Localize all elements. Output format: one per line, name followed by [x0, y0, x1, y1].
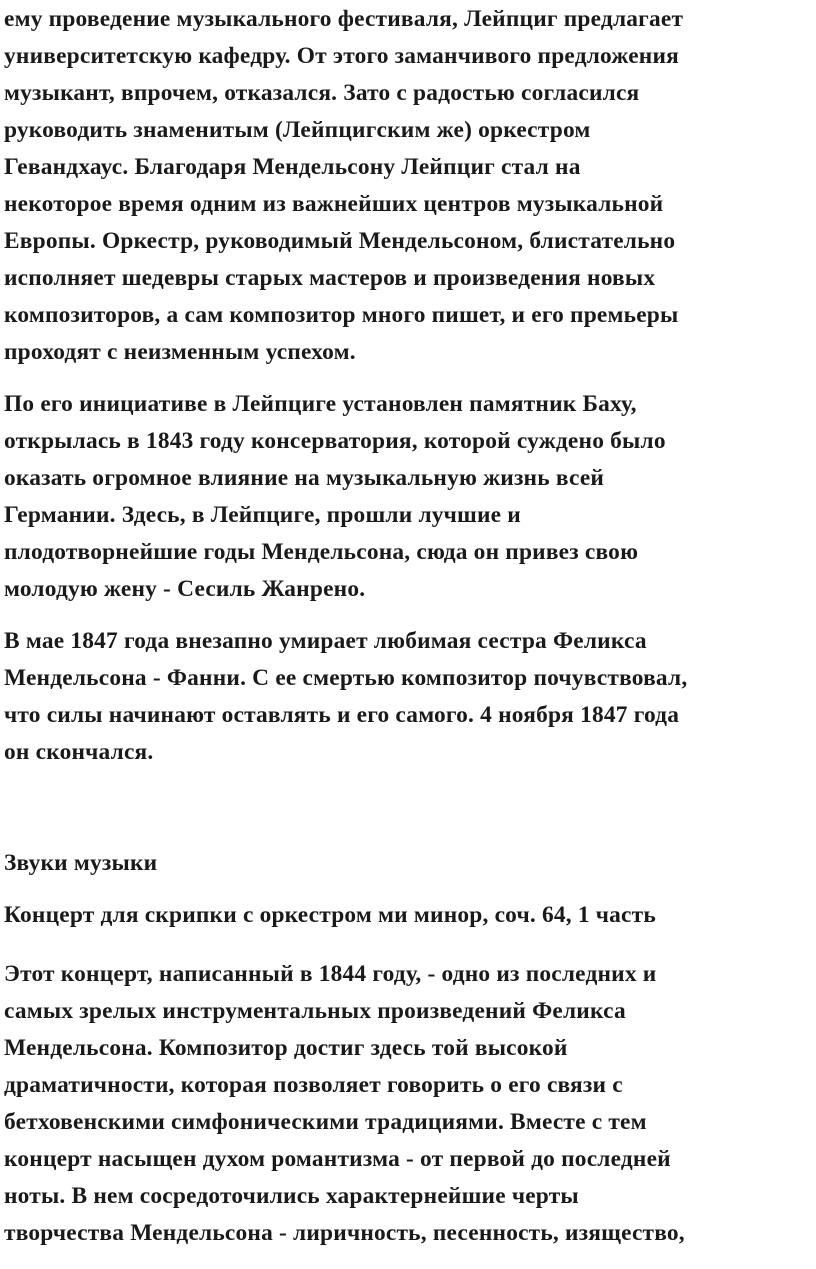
text-line: В мае 1847 года внезапно умирает любимая сестра Феликса [4, 628, 647, 654]
text-line: он скончался. [4, 739, 154, 765]
text-line: ноты. В нем сосредоточились характернейшие черты [4, 1183, 579, 1209]
text-line: оказать огромное влияние на музыкальную жизнь всей [4, 465, 605, 491]
text-line: Этот концерт, написанный в 1844 году, - одно из последних и [4, 961, 657, 987]
text-line: Европы. Оркестр, руководимый Мендельсоном, блистательно [4, 228, 676, 254]
text-line: бетховенскими симфоническими традициями. Вместе с тем [4, 1109, 647, 1135]
text-line: плодотворнейшие годы Мендельсона, сюда он привез свою [4, 539, 639, 565]
text-line: открылась в 1843 году консерватория, которой суждено было [4, 428, 666, 454]
text-line: университетскую кафедру. От этого заманчивого предложения [4, 43, 680, 69]
text-line: творчества Мендельсона - лиричность, песенность, изящество, [4, 1220, 685, 1246]
section-heading: Звуки музыки [4, 850, 158, 876]
text-line: исполняет шедевры старых мастеров и произведения новых [4, 265, 656, 291]
text-line: самых зрелых инструментальных произведений Феликса [4, 998, 626, 1024]
text-line: молодую жену - Сесиль Жанрено. [4, 576, 366, 602]
text-line: что силы начинают оставлять и его самого. 4 ноября 1847 года [4, 702, 680, 728]
text-line: композиторов, а сам композитор много пишет, и его премьеры [4, 302, 679, 328]
text-line: проходят с неизменным успехом. [4, 339, 356, 365]
text-line: музыкант, впрочем, отказался. Зато с радостью согласился [4, 80, 640, 106]
text-line: По его инициативе в Лейпциге установлен памятник Баху, [4, 391, 637, 417]
text-line: Мендельсона. Композитор достиг здесь той высокой [4, 1035, 568, 1061]
text-line: драматичности, которая позволяет говорить о его связи с [4, 1072, 623, 1098]
text-line: ему проведение музыкального фестиваля, Лейпциг предлагает [4, 6, 684, 32]
text-line: Гевандхаус. Благодаря Мендельсону Лейпциг стал на [4, 154, 581, 180]
text-line: руководить знаменитым (Лейпцигским же) оркестром [4, 117, 591, 143]
text-line: Мендельсона - Фанни. С ее смертью композитор почувствовал, [4, 665, 688, 691]
text-line: концерт насыщен духом романтизма - от первой до последней [4, 1146, 671, 1172]
piece-title: Концерт для скрипки с оркестром ми минор, соч. 64, 1 часть [4, 902, 656, 928]
text-line: некоторое время одним из важнейших центров музыкальной [4, 191, 664, 217]
text-line: Германии. Здесь, в Лейпциге, прошли лучшие и [4, 502, 521, 528]
